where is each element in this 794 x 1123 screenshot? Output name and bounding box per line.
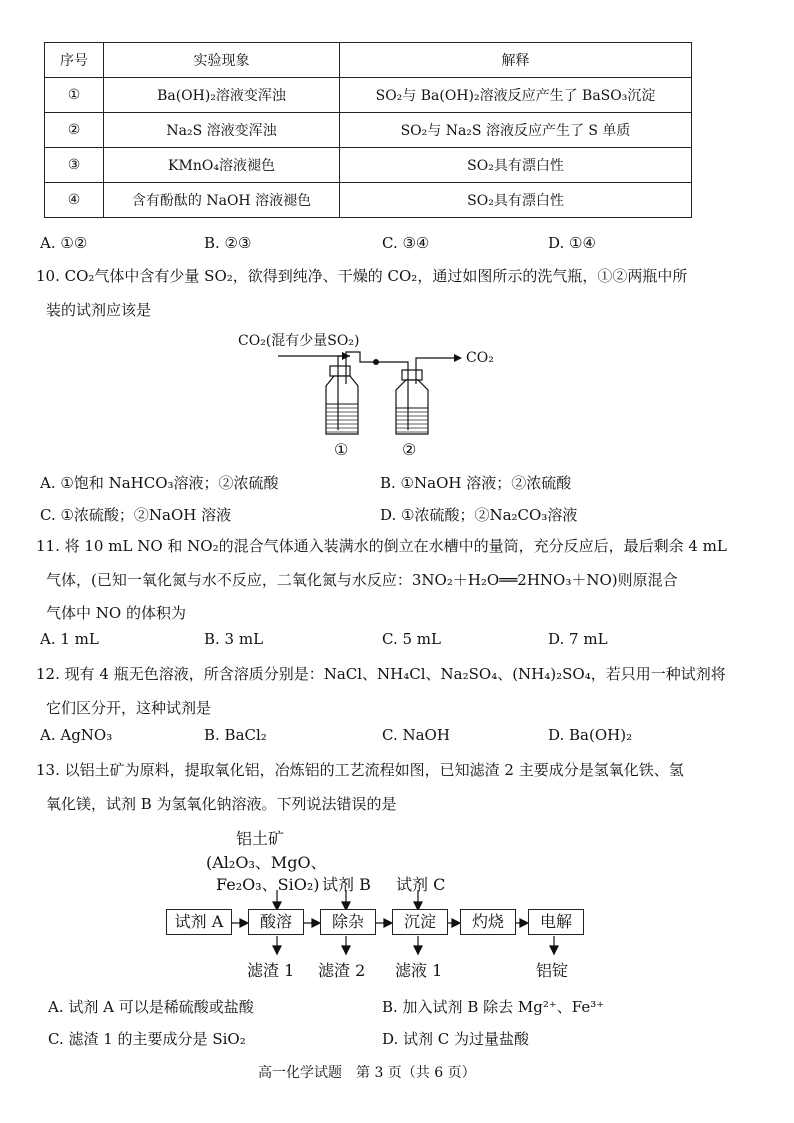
table-cell: SO₂与 Na₂S 溶液反应产生了 S 单质 [340, 113, 692, 148]
q12-stem-line1: 12. 现有 4 瓶无色溶液，所含溶质分别是：NaCl、NH₄Cl、Na₂SO₄、(NH₄)₂SO₄，若只用一种试剂将 [36, 665, 726, 683]
reagent-c-label: 试剂 C [396, 875, 446, 894]
q13-option-b: B. 加入试剂 B 除去 Mg²⁺、Fe³⁺ [382, 998, 605, 1016]
fig-inlet-label: CO₂(混有少量SO₂) [238, 333, 360, 349]
table-row [45, 183, 692, 218]
q11-option-a: A. 1 mL [40, 630, 99, 648]
q11-stem-line1: 11. 将 10 mL NO 和 NO₂的混合气体通入装满水的倒立在水槽中的量筒，充分反应后，最后剩余 4 mL [36, 537, 727, 555]
table-header: 序号 [45, 43, 104, 78]
table-cell: SO₂具有漂白性 [340, 183, 692, 218]
table-header: 解释 [340, 43, 692, 78]
q9-option-d: D. ①④ [548, 234, 596, 252]
q12-stem-line2: 它们区分开，这种试剂是 [46, 699, 212, 717]
q9-option-c: C. ③④ [382, 234, 430, 252]
table-header: 实验现象 [104, 43, 340, 78]
table-cell: KMnO₄溶液褪色 [104, 148, 340, 183]
table-row [45, 148, 692, 183]
q10-stem-line1: 10. CO₂气体中含有少量 SO₂，欲得到纯净、干燥的 CO₂，通过如图所示的洗气瓶，①②两瓶中所 [36, 267, 688, 285]
ore-composition-line2: Fe₂O₃、SiO₂) [216, 875, 320, 894]
table-row [45, 113, 692, 148]
ore-title: 铝土矿 [236, 829, 285, 848]
table-header-row [45, 43, 692, 78]
table-cell: SO₂与 Ba(OH)₂溶液反应产生了 BaSO₃沉淀 [340, 78, 692, 113]
output-filtrate-1: 滤液 1 [395, 961, 443, 980]
q12-option-d: D. Ba(OH)₂ [548, 726, 633, 744]
table-cell: SO₂具有漂白性 [340, 148, 692, 183]
flow-step-reagent-a: 试剂 A [166, 909, 232, 935]
output-aluminum-ingot: 铝锭 [536, 961, 569, 980]
q11-stem-line2: 气体，(已知一氧化氮与水不反应，二氧化氮与水反应：3NO₂＋H₂O══2HNO₃＋NO)则原混合 [46, 571, 678, 589]
q10-option-d: D. ①浓硫酸；②Na₂CO₃溶液 [380, 506, 578, 524]
flow-step-calcination: 灼烧 [460, 909, 516, 935]
q9-option-b: B. ②③ [204, 234, 252, 252]
table-cell: ③ [45, 148, 104, 183]
q11-stem-line3: 气体中 NO 的体积为 [46, 604, 186, 622]
ore-composition-line1: (Al₂O₃、MgO、 [206, 853, 327, 872]
q12-option-a: A. AgNO₃ [40, 726, 113, 744]
table-cell: ① [45, 78, 104, 113]
q13-option-c: C. 滤渣 1 的主要成分是 SiO₂ [48, 1030, 246, 1048]
output-residue-2: 滤渣 2 [318, 961, 366, 980]
table-cell: ② [45, 113, 104, 148]
q10-stem-line2: 装的试剂应该是 [46, 301, 152, 319]
q12-option-b: B. BaCl₂ [204, 726, 267, 744]
table-cell: 含有酚酞的 NaOH 溶液褪色 [104, 183, 340, 218]
table-cell: ④ [45, 183, 104, 218]
bottle-2-label: ② [402, 440, 417, 459]
q11-option-d: D. 7 mL [548, 630, 608, 648]
reagent-b-label: 试剂 B [322, 875, 371, 894]
table-cell: Ba(OH)₂溶液变浑浊 [104, 78, 340, 113]
q9-option-a: A. ①② [40, 234, 88, 252]
bottle-1-label: ① [334, 440, 349, 459]
q10-option-b: B. ①NaOH 溶液；②浓硫酸 [380, 474, 572, 492]
q10-option-c: C. ①浓硫酸；②NaOH 溶液 [40, 506, 232, 524]
q13-option-a: A. 试剂 A 可以是稀硫酸或盐酸 [48, 998, 254, 1016]
q13-option-d: D. 试剂 C 为过量盐酸 [382, 1030, 530, 1048]
page-footer: 高一化学试题 第 3 页（共 6 页） [258, 1065, 476, 1081]
q13-stem-line2: 氧化镁，试剂 B 为氢氧化钠溶液。下列说法错误的是 [46, 795, 397, 813]
q13-stem-line1: 13. 以铝土矿为原料，提取氧化铝，冶炼铝的工艺流程如图，已知滤渣 2 主要成分是氢氧化铁、氢 [36, 761, 684, 779]
flow-step-precipitation: 沉淀 [392, 909, 448, 935]
flow-step-electrolysis: 电解 [528, 909, 584, 935]
bottle-1 [326, 352, 370, 434]
bottle-2 [396, 358, 436, 434]
q10-option-a: A. ①饱和 NaHCO₃溶液；②浓硫酸 [40, 474, 279, 492]
output-residue-1: 滤渣 1 [247, 961, 295, 980]
flow-step-acid-dissolve: 酸溶 [248, 909, 304, 935]
table-cell: Na₂S 溶液变浑浊 [104, 113, 340, 148]
q12-option-c: C. NaOH [382, 726, 450, 744]
q11-option-c: C. 5 mL [382, 630, 441, 648]
experiment-table [44, 42, 692, 218]
q11-option-b: B. 3 mL [204, 630, 264, 648]
table-row [45, 78, 692, 113]
fig-outlet-label: CO₂ [466, 350, 494, 366]
flow-step-impurity-removal: 除杂 [320, 909, 376, 935]
